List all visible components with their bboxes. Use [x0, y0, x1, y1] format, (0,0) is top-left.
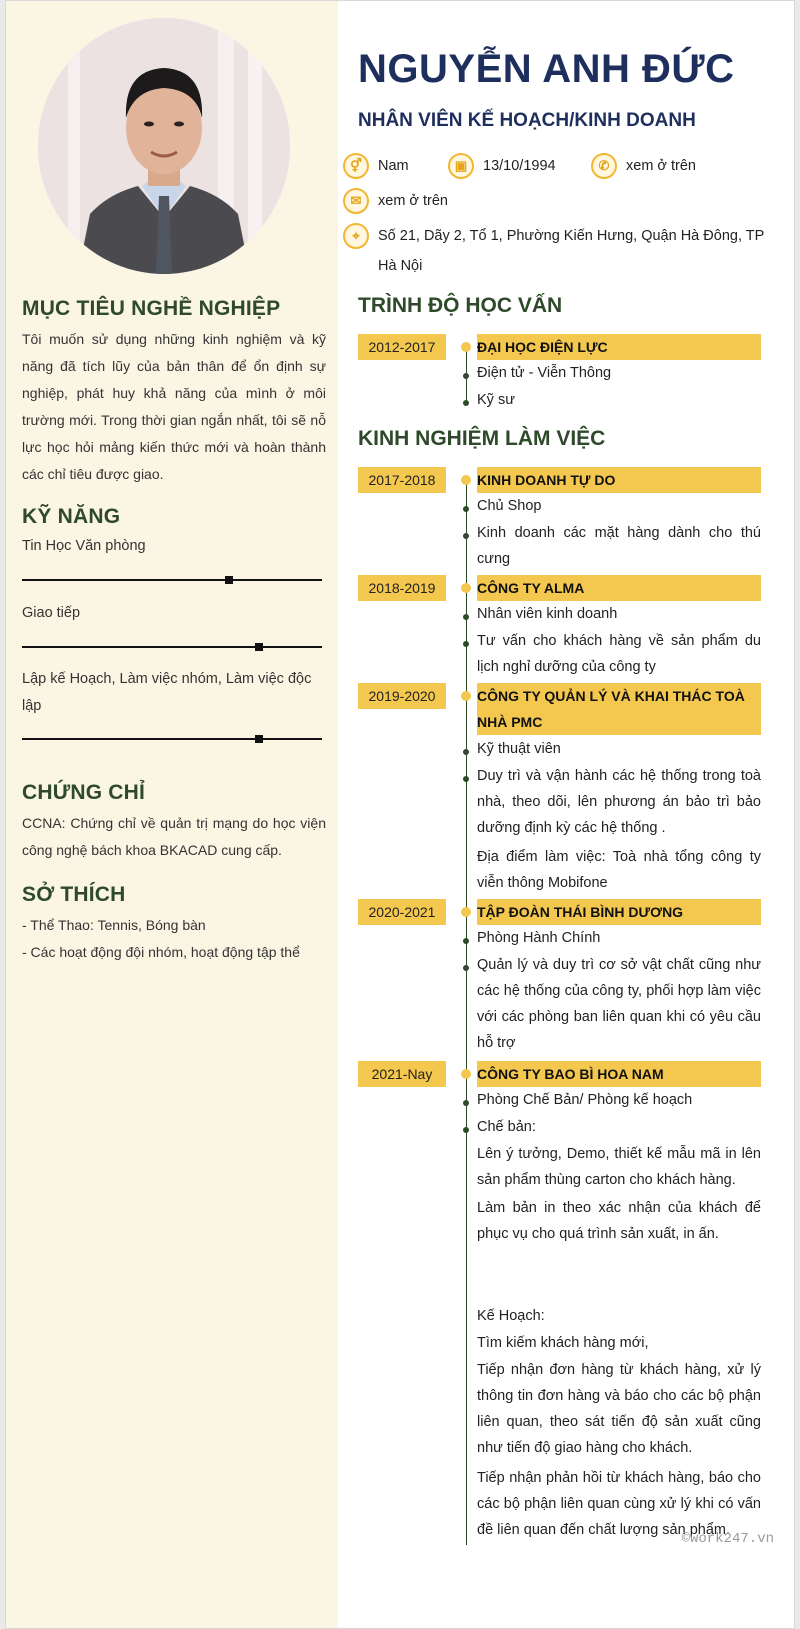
hobbies-section — [22, 883, 326, 966]
experience-detail: Tư vấn cho khách hàng về sản phẩm du lịch nghỉ dưỡng của công ty — [477, 633, 761, 675]
skill-level-bar — [22, 579, 322, 581]
skill-name: Lập kế Hoạch, Làm việc nhóm, Làm việc độc lập — [22, 671, 312, 714]
experience-detail: Quản lý và duy trì cơ sở vật chất cũng như các hệ thống của công ty, phối hợp làm việc với các phòng ban liên quan khi có yêu cầu hỗ trợ — [477, 957, 761, 1051]
education-detail: Điện tử - Viễn Thông — [477, 365, 612, 381]
birthday-value: 13/10/1994 — [483, 158, 556, 174]
skill-item — [22, 600, 322, 627]
experience-company: KINH DOANH TỰ DO — [477, 467, 761, 493]
address-line-1: Số 21, Dãy 2, Tổ 1, Phường Kiến Hưng, Quận Hà Đông, TP — [378, 228, 765, 244]
skill-level-knob — [255, 643, 263, 651]
experience-years: 2017-2018 — [358, 467, 446, 493]
bullet-dot — [463, 1127, 469, 1133]
education-detail: Kỹ sư — [477, 392, 515, 408]
experience-company: CÔNG TY QUẢN LÝ VÀ KHAI THÁC TOÀ NHÀ PMC — [477, 683, 761, 735]
main-content — [338, 1, 796, 1628]
experience-company: CÔNG TY ALMA — [477, 575, 761, 601]
experience-detail: Tiếp nhận phản hồi từ khách hàng, báo cho các bộ phận liên quan cùng xử lý khi có vấn đề liên quan đến chất lượng sản phẩm. — [477, 1470, 761, 1538]
email-value: xem ở trên — [378, 193, 448, 209]
bullet-dot — [463, 614, 469, 620]
timeline-dot — [461, 475, 471, 485]
skill-item — [22, 533, 322, 560]
left-sidebar — [6, 1, 338, 1628]
experience-detail: Kỹ thuật viên — [477, 741, 561, 757]
watermark: ©work247.vn — [681, 1531, 774, 1547]
cv-page — [5, 0, 795, 1629]
skills-heading: KỸ NĂNG — [22, 505, 121, 528]
bullet-dot — [463, 1100, 469, 1106]
certificates-section — [22, 781, 326, 864]
certificates-heading: CHỨNG CHỈ — [22, 781, 146, 804]
experience-detail: Duy trì và vận hành các hệ thống trong toà nhà, theo dõi, lên phương án bảo trì bảo dưỡng định kỳ các hệ thống . — [477, 768, 761, 836]
experience-timeline-line — [466, 479, 467, 1545]
education-heading: TRÌNH ĐỘ HỌC VẤN — [358, 294, 563, 317]
map-pin-icon: ⌖ — [343, 223, 369, 249]
experience-detail: Tìm kiếm khách hàng mới, — [477, 1335, 649, 1351]
bullet-dot — [463, 533, 469, 539]
experience-detail: Tiếp nhận đơn hàng từ khách hàng, xử lý thông tin đơn hàng và báo cho các bộ phận liên quan, theo sát tiến độ sản xuất cũng như tiến độ giao hàng cho khách. — [477, 1362, 761, 1456]
address-line-2: Hà Nội — [378, 258, 423, 274]
candidate-role: NHÂN VIÊN KẾ HOẠCH/KINH DOANH — [358, 110, 696, 131]
gender-icon: ⚥ — [343, 153, 369, 179]
avatar-photo — [38, 18, 290, 274]
skill-item — [22, 666, 322, 720]
certificates-text: CCNA: Chứng chỉ về quản trị mạng do học viện công nghệ bách khoa BKACAD cung cấp. — [22, 815, 326, 858]
bullet-dot — [463, 776, 469, 782]
envelope-icon: ✉ — [343, 188, 369, 214]
skill-level-knob — [255, 735, 263, 743]
phone-icon: ✆ — [591, 153, 617, 179]
skill-name: Tin Học Văn phòng — [22, 538, 146, 554]
phone-value: xem ở trên — [626, 158, 696, 174]
education-school: ĐẠI HỌC ĐIỆN LỰC — [477, 334, 761, 360]
candidate-name: NGUYỄN ANH ĐỨC — [358, 47, 735, 91]
experience-detail: Kinh doanh các mặt hàng dành cho thú cưng — [477, 525, 761, 567]
cake-icon: ▣ — [448, 153, 474, 179]
skill-level-bar — [22, 738, 322, 740]
timeline-dot — [461, 691, 471, 701]
experience-detail: Chủ Shop — [477, 498, 542, 514]
bullet-dot — [463, 373, 469, 379]
skill-level-bar — [22, 646, 322, 648]
timeline-dot — [461, 342, 471, 352]
timeline-dot — [461, 583, 471, 593]
experience-detail: Làm bản in theo xác nhận của khách để phục vụ cho quá trình sản xuất, in ấn. — [477, 1200, 761, 1242]
experience-years: 2018-2019 — [358, 575, 446, 601]
experience-heading: KINH NGHIỆM LÀM VIỆC — [358, 427, 606, 450]
skill-name: Giao tiếp — [22, 605, 81, 621]
bullet-dot — [463, 938, 469, 944]
skills-heading-wrap — [22, 505, 326, 529]
bullet-dot — [463, 965, 469, 971]
experience-company: CÔNG TY BAO BÌ HOA NAM — [477, 1061, 761, 1087]
objective-text: Tôi muốn sử dụng những kinh nghiệm và kỹ năng đã tích lũy của bản thân để ổn định sự nghiệp, phát huy khả năng của mình ở môi trường mới. Trong thời gian ngắn nhất, tôi sẽ nỗ lực học hỏi mảng kiến thức mới và hoàn thành các chỉ tiêu được giao. — [22, 331, 326, 482]
experience-years: 2021-Nay — [358, 1061, 446, 1087]
experience-company: TẬP ĐOÀN THÁI BÌNH DƯƠNG — [477, 899, 761, 925]
experience-detail: Chế bản: — [477, 1119, 536, 1135]
bullet-dot — [463, 749, 469, 755]
objective-section — [22, 297, 326, 488]
bullet-dot — [463, 400, 469, 406]
experience-detail: Phòng Chế Bản/ Phòng kế hoạch — [477, 1092, 693, 1108]
hobbies-heading: SỞ THÍCH — [22, 883, 126, 906]
hobby-item: - Các hoạt động đội nhóm, hoạt động tập thể — [22, 944, 300, 960]
timeline-dot — [461, 907, 471, 917]
experience-years: 2020-2021 — [358, 899, 446, 925]
bullet-dot — [463, 506, 469, 512]
timeline-dot — [461, 1069, 471, 1079]
experience-detail: Kế Hoạch: — [477, 1308, 545, 1324]
experience-detail: Lên ý tưởng, Demo, thiết kế mẫu mã in lên sản phẩm thùng carton cho khách hàng. — [477, 1146, 761, 1188]
education-years: 2012-2017 — [358, 334, 446, 360]
skill-level-knob — [225, 576, 233, 584]
experience-detail: Nhân viên kinh doanh — [477, 606, 618, 622]
experience-detail: Địa điểm làm việc: Toà nhà tổng công ty viễn thông Mobifone — [477, 849, 761, 891]
bullet-dot — [463, 641, 469, 647]
avatar — [38, 18, 290, 274]
objective-heading: MỤC TIÊU NGHỀ NGHIỆP — [22, 297, 281, 320]
experience-years: 2019-2020 — [358, 683, 446, 709]
hobby-item: - Thể Thao: Tennis, Bóng bàn — [22, 917, 206, 933]
gender-value: Nam — [378, 158, 409, 174]
experience-detail: Phòng Hành Chính — [477, 930, 601, 946]
